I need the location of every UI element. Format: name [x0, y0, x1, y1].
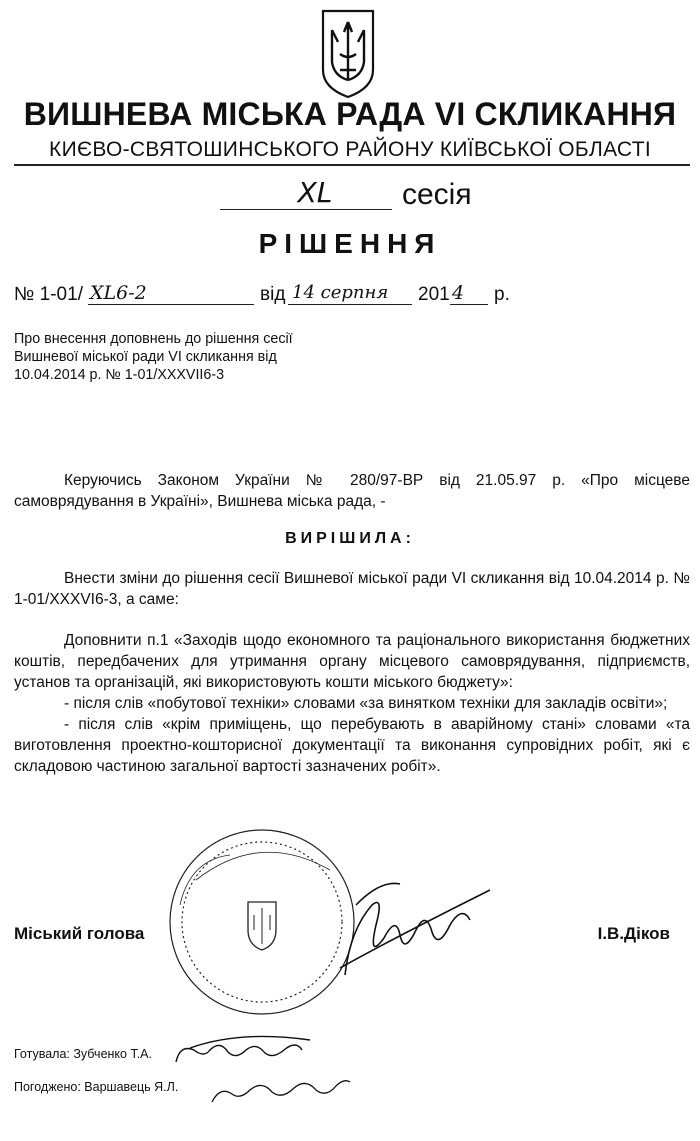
- prepared-signature: [176, 1036, 310, 1062]
- year-prefix: 201: [418, 284, 450, 305]
- preamble-paragraph: Керуючись Законом України № 280/97-ВР від 21.05.97 р. «Про місцеве самоврядування в Україні», Вишнева міська рада, -: [14, 472, 690, 510]
- official-seal: [170, 830, 354, 1014]
- document-title: РІШЕННЯ: [258, 228, 442, 259]
- item2-intro: Доповнити п.1 «Заходів щодо економного та раціонального використання бюджетних коштів, передбачених для утримання органу місцевого самоврядування, підприємств, установ та організацій, які використовують кошти міського бюджету»:: [14, 632, 690, 691]
- agreed-signature: [212, 1081, 350, 1102]
- subject-line: Вишневої міської ради VI скликання від: [14, 349, 277, 365]
- mayor-signature: [340, 883, 490, 975]
- subject-line: Про внесення доповнень до рішення сесії: [14, 331, 293, 347]
- session-label: сесія: [402, 178, 472, 211]
- prepared-by: Готувала: Зубченко Т.А.: [14, 1047, 152, 1061]
- subject-line: 10.04.2014 р. № 1-01/XXXVII6-3: [14, 367, 225, 383]
- signature-title: Міський голова: [14, 924, 145, 943]
- item2-clause-b: - після слів «крім приміщень, що перебувають в аварійному стані» словами «та виготовлення проектно-кошторисної документації та виконання супровідних робіт, які є складовою частиною загальної вартості зазначених робіт».: [14, 716, 690, 775]
- agreed-by: Погоджено: Варшавець Я.Л.: [14, 1080, 179, 1094]
- council-title: ВИШНЕВА МІСЬКА РАДА VI СКЛИКАННЯ: [23, 96, 677, 132]
- session-number: XL: [297, 176, 333, 209]
- item2-clause-a: - після слів «побутової техніки» словами «за винятком техніки для закладів освіти»;: [64, 695, 668, 712]
- year-handwritten: 4: [452, 282, 465, 304]
- item1-paragraph: Внести зміни до рішення сесії Вишневої міської ради VI скликання від 10.04.2014 р. № 1-01/XXXVI6-3, а саме:: [14, 570, 690, 608]
- year-suffix: р.: [494, 284, 510, 305]
- decision-number-handwritten: XL6-2: [90, 282, 147, 304]
- signatory-name: І.В.Діков: [597, 924, 670, 943]
- date-handwritten: 14 серпня: [292, 282, 389, 303]
- resolved-heading: ВИРІШИЛА:: [285, 530, 415, 547]
- decision-prefix: № 1-01/: [14, 284, 83, 305]
- date-from-label: від: [260, 284, 286, 305]
- district-title: КИЄВО-СВЯТОШИНСЬКОГО РАЙОНУ КИЇВСЬКОЇ ОБЛАСТІ: [49, 138, 651, 161]
